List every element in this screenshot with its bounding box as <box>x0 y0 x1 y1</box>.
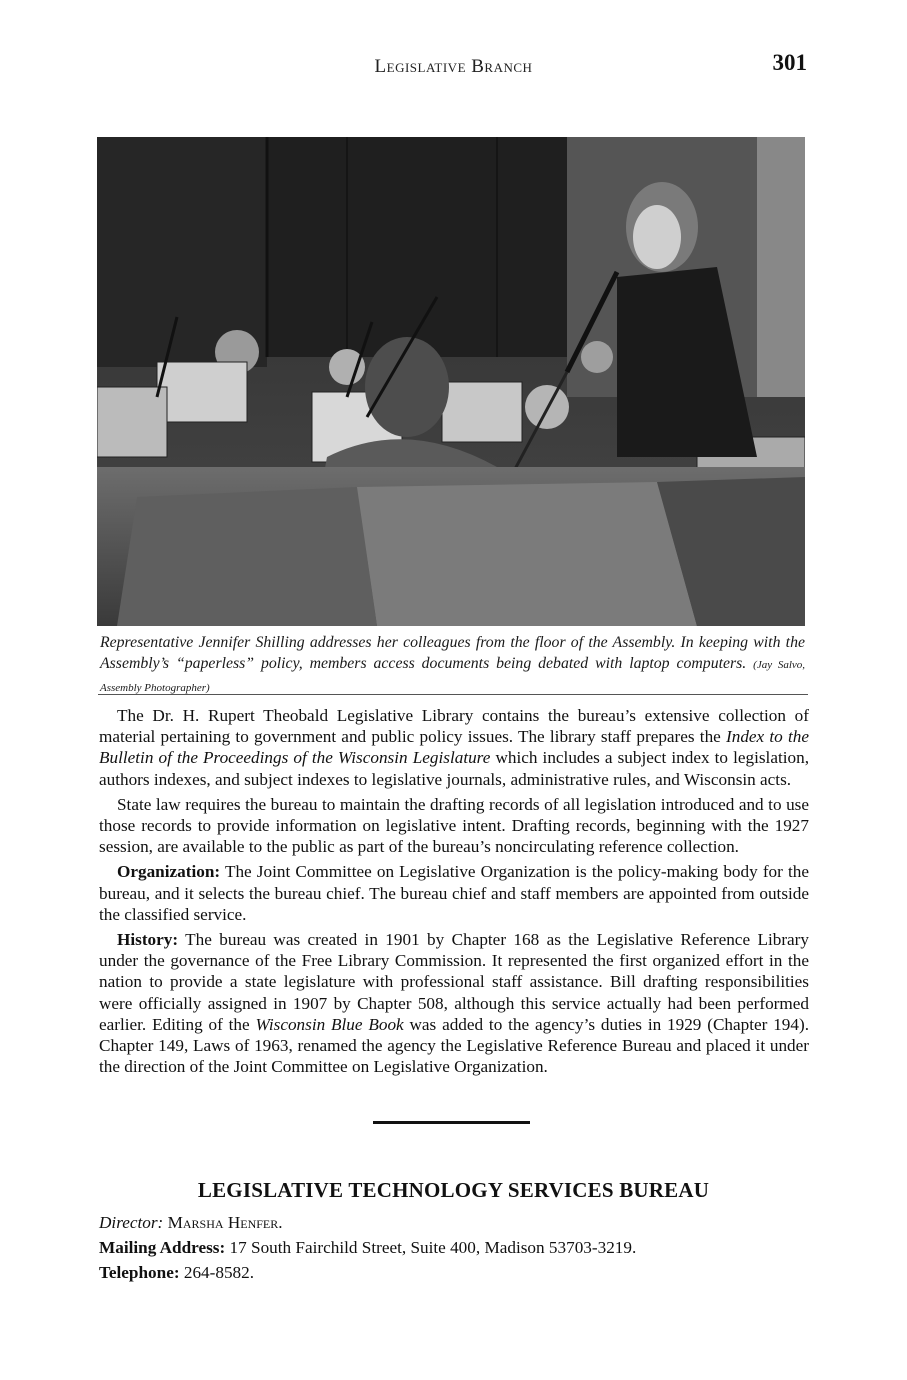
caption-divider <box>98 694 808 695</box>
bureau-info <box>99 1210 809 1285</box>
history-label: History: <box>117 930 179 950</box>
director-line <box>99 1210 809 1235</box>
page-number: 301 <box>772 50 807 75</box>
section-divider <box>373 1121 530 1124</box>
director-name: Marsha Henfer. <box>167 1213 283 1232</box>
address-label: Mailing Address: <box>99 1238 226 1257</box>
paragraph-organization: Organization: The Joint Committee on Legislative Organization is the policy-making body for the bureau, and it selects the bureau chief. The bureau chief and staff members are appointed from outside the classified service. <box>99 862 809 924</box>
organization-label: Organization: <box>117 862 221 882</box>
paragraph-history: History: The bureau was created in 1901 by Chapter 168 as the Legislative Reference Library under the governance of the Free Library Commission. It represented the first organized effort in the nation to provide a state legislature with professional staff assistance. Bill drafting responsibilities were officially assigned in 1907 by Chapter 508, although this service actually had been performed earlier. Editing of the Wisconsin Blue Book was added to the agency’s duties in 1929 (Chapter 194). Chapter 149, Laws of 1963, renamed the agency the Legislative Reference Bureau and placed it under the direction of the Joint Committee on Legislative Organization. <box>99 930 809 1077</box>
telephone-value: 264-8582. <box>179 1263 255 1282</box>
address-value: 17 South Fairchild Street, Suite 400, Madison 53703-3219. <box>225 1238 637 1257</box>
section-title: LEGISLATIVE TECHNOLOGY SERVICES BUREAU <box>197 1178 710 1202</box>
caption-text: Representative Jennifer Shilling addresses her colleagues from the floor of the Assembly. In keeping with the Assembly’s “paperless” policy, members access documents being debated with laptop computers. <box>100 634 805 672</box>
director-label: Director: <box>99 1213 164 1232</box>
paragraph-drafting-records: State law requires the bureau to maintain the drafting records of all legislation introduced and to use those records to provide information on legislative intent. Drafting records, beginning with the 1927 session, are available to the public as part of the bureau’s noncirculating reference collection. <box>99 794 809 857</box>
body-text <box>99 705 809 1081</box>
publication-title: Index to the Bulletin of the Proceedings of the Wisconsin Legislature <box>99 727 809 768</box>
address-line <box>99 1235 809 1260</box>
photograph-icon <box>97 137 805 626</box>
assembly-floor-photo <box>97 137 805 626</box>
telephone-label: Telephone: <box>99 1263 180 1282</box>
photo-credit: (Jay Salvo, Assembly Photographer) <box>100 659 806 694</box>
telephone-line <box>99 1260 809 1285</box>
running-header-section: Legislative Branch <box>374 56 533 77</box>
paragraph-library: The Dr. H. Rupert Theobald Legislative Library contains the bureau’s extensive collection of material pertaining to government and public policy issues. The library staff prepares the Index to the Bulletin of the Proceedings of the Wisconsin Legislature which includes a subject index to legislation, authors indexes, and subject indexes to legislative journals, administrative rules, and Wisconsin acts. <box>99 706 809 789</box>
photo-caption <box>100 632 805 699</box>
blue-book-title: Wisconsin Blue Book <box>255 1014 404 1034</box>
